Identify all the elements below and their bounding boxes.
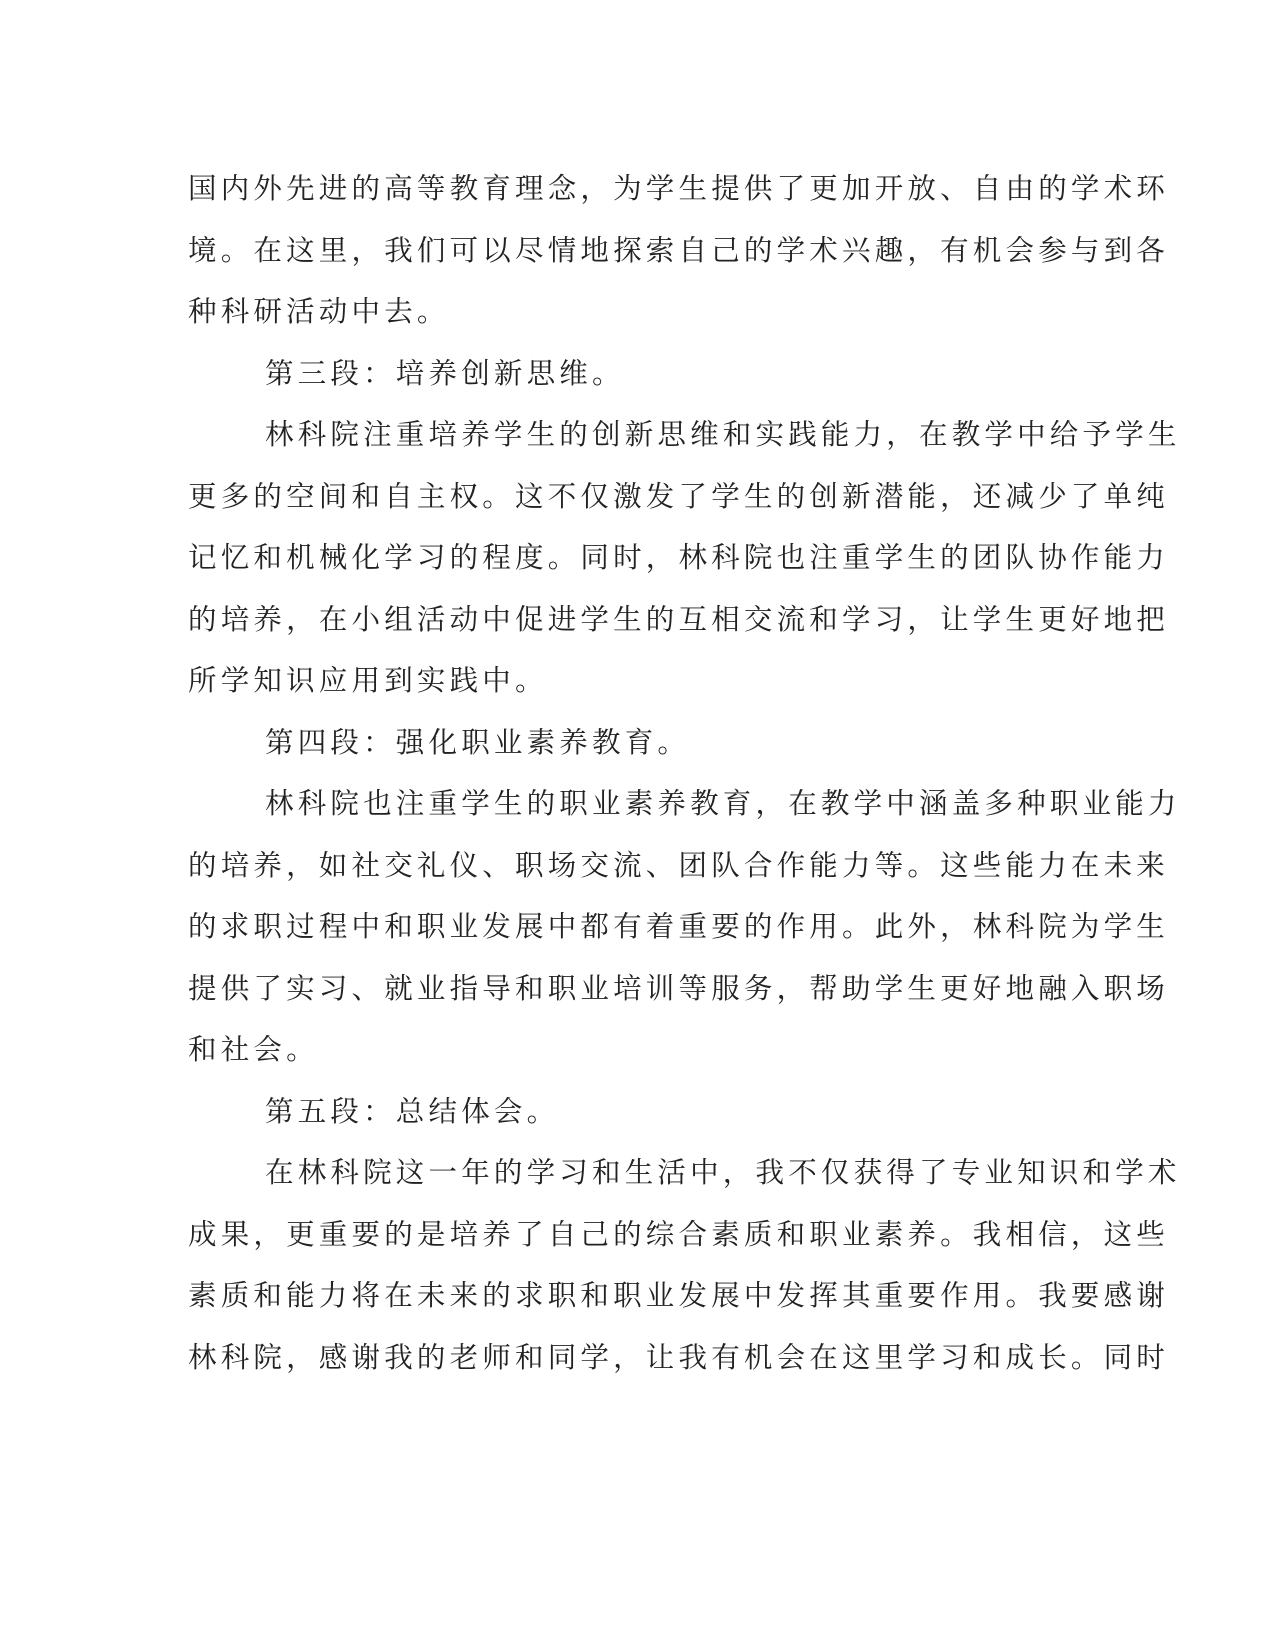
text-line: 境。在这里，我们可以尽情地探索自己的学术兴趣，有机会参与到各 (188, 233, 1170, 267)
text-line: 种科研活动中去。 (188, 295, 450, 328)
section-heading: 第四段：强化职业素养教育。 (265, 725, 691, 759)
text-line: 的培养，如社交礼仪、职场交流、团队合作能力等。这些能力在未来 (188, 848, 1170, 882)
text-line: 的求职过程中和职业发展中都有着重要的作用。此外，林科院为学生 (188, 910, 1170, 943)
section-heading: 第五段：总结体会。 (265, 1094, 560, 1128)
text-line: 在林科院这一年的学习和生活中，我不仅获得了专业知识和学术 (265, 1156, 1181, 1189)
text-line: 林科院，感谢我的老师和同学，让我有机会在这里学习和成长。同时 (188, 1340, 1170, 1374)
text-line: 素质和能力将在未来的求职和职业发展中发挥其重要作用。我要感谢 (188, 1279, 1170, 1312)
text-line: 和社会。 (188, 1033, 319, 1066)
text-line: 林科院注重培养学生的创新思维和实践能力，在教学中给予学生 (265, 418, 1181, 451)
document-body (188, 158, 1181, 1388)
text-line: 成果，更重要的是培养了自己的综合素质和职业素养。我相信，这些 (188, 1217, 1170, 1251)
section-heading: 第三段：培养创新思维。 (265, 356, 625, 390)
text-line: 的培养，在小组活动中促进学生的互相交流和学习，让学生更好地把 (188, 602, 1170, 636)
text-line: 国内外先进的高等教育理念，为学生提供了更加开放、自由的学术环 (188, 172, 1170, 205)
text-line: 所学知识应用到实践中。 (188, 664, 548, 697)
text-line: 更多的空间和自主权。这不仅激发了学生的创新潜能，还减少了单纯 (188, 479, 1170, 513)
text-line: 提供了实习、就业指导和职业培训等服务，帮助学生更好地融入职场 (188, 971, 1170, 1005)
text-line: 记忆和机械化学习的程度。同时，林科院也注重学生的团队协作能力 (188, 541, 1170, 574)
text-line: 林科院也注重学生的职业素养教育，在教学中涵盖多种职业能力 (265, 787, 1181, 820)
